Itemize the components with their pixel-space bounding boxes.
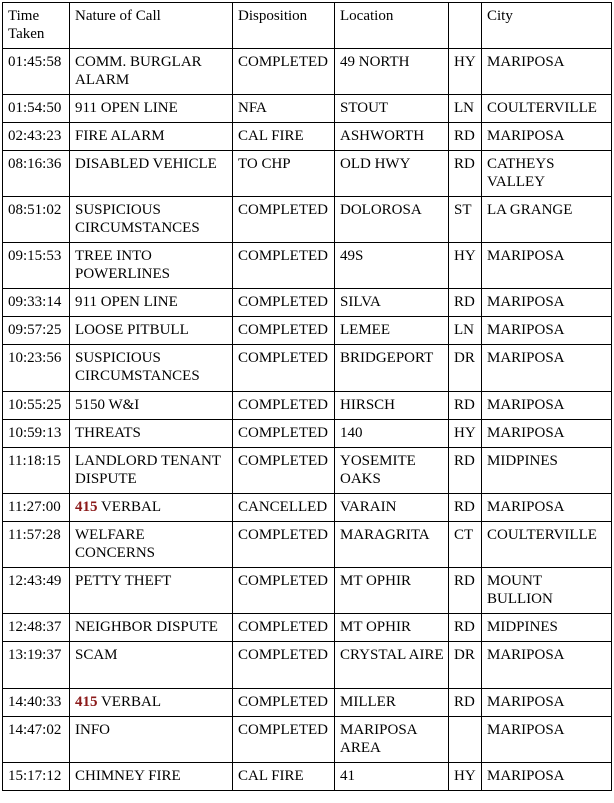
cell-suffix: HY bbox=[449, 243, 482, 289]
cell-suffix: HY bbox=[449, 763, 482, 791]
cell-location: MARIPOSA AREA bbox=[335, 717, 449, 763]
header-disposition: Disposition bbox=[233, 3, 335, 49]
cell-nature bbox=[70, 95, 233, 123]
cell-nature bbox=[70, 763, 233, 791]
cell-nature bbox=[70, 717, 233, 763]
cell-location: CRYSTAL AIRE bbox=[335, 642, 449, 689]
cell-disposition: COMPLETED bbox=[233, 568, 335, 614]
nature-text: LOOSE PITBULL bbox=[75, 322, 189, 338]
cell-city: MARIPOSA bbox=[482, 420, 612, 448]
table-row bbox=[3, 494, 612, 522]
cell-location: MILLER bbox=[335, 689, 449, 717]
nature-text: LANDLORD TENANT DISPUTE bbox=[75, 453, 221, 487]
table-row bbox=[3, 522, 612, 568]
nature-text: COMM. BURGLAR ALARM bbox=[75, 54, 202, 88]
cell-suffix: ST bbox=[449, 197, 482, 243]
cell-location: OLD HWY bbox=[335, 151, 449, 197]
cell-time: 14:40:33 bbox=[3, 689, 70, 717]
nature-text: VERBAL bbox=[97, 694, 161, 710]
cell-city: CATHEYS VALLEY bbox=[482, 151, 612, 197]
cell-city: MOUNT BULLION bbox=[482, 568, 612, 614]
cell-location: STOUT bbox=[335, 95, 449, 123]
cell-time: 09:15:53 bbox=[3, 243, 70, 289]
cell-time: 12:48:37 bbox=[3, 614, 70, 642]
cell-suffix: CT bbox=[449, 522, 482, 568]
cell-time: 10:23:56 bbox=[3, 345, 70, 392]
cell-location: BRIDGEPORT bbox=[335, 345, 449, 392]
nature-text: INFO bbox=[75, 722, 111, 738]
header-nature-of-call: Nature of Call bbox=[70, 3, 233, 49]
cell-suffix: HY bbox=[449, 420, 482, 448]
call-log-table bbox=[2, 2, 612, 791]
nature-text: 911 OPEN LINE bbox=[75, 294, 178, 310]
nature-text: THREATS bbox=[75, 425, 141, 441]
cell-suffix: RD bbox=[449, 689, 482, 717]
cell-suffix: RD bbox=[449, 568, 482, 614]
header-city: City bbox=[482, 3, 612, 49]
cell-nature bbox=[70, 392, 233, 420]
cell-nature bbox=[70, 420, 233, 448]
nature-text: PETTY THEFT bbox=[75, 573, 172, 589]
nature-text: FIRE ALARM bbox=[75, 128, 165, 144]
table-row bbox=[3, 689, 612, 717]
cell-city: MARIPOSA bbox=[482, 494, 612, 522]
cell-city: MARIPOSA bbox=[482, 642, 612, 689]
table-row bbox=[3, 420, 612, 448]
cell-suffix: RD bbox=[449, 448, 482, 494]
cell-nature bbox=[70, 289, 233, 317]
cell-suffix: RD bbox=[449, 494, 482, 522]
cell-city: LA GRANGE bbox=[482, 197, 612, 243]
cell-time: 11:18:15 bbox=[3, 448, 70, 494]
cell-city: MARIPOSA bbox=[482, 717, 612, 763]
nature-text: SUSPICIOUS CIRCUMSTANCES bbox=[75, 202, 200, 236]
header-row bbox=[3, 3, 612, 49]
cell-location: MARAGRITA bbox=[335, 522, 449, 568]
cell-suffix: LN bbox=[449, 317, 482, 345]
cell-time: 10:55:25 bbox=[3, 392, 70, 420]
table-row bbox=[3, 243, 612, 289]
table-row bbox=[3, 317, 612, 345]
cell-disposition: COMPLETED bbox=[233, 614, 335, 642]
cell-nature bbox=[70, 123, 233, 151]
cell-time: 09:57:25 bbox=[3, 317, 70, 345]
cell-time: 09:33:14 bbox=[3, 289, 70, 317]
table-row bbox=[3, 717, 612, 763]
cell-nature bbox=[70, 317, 233, 345]
cell-disposition: COMPLETED bbox=[233, 243, 335, 289]
cell-nature bbox=[70, 243, 233, 289]
cell-time: 12:43:49 bbox=[3, 568, 70, 614]
cell-nature bbox=[70, 197, 233, 243]
cell-location: DOLOROSA bbox=[335, 197, 449, 243]
cell-disposition: CANCELLED bbox=[233, 494, 335, 522]
table-row bbox=[3, 568, 612, 614]
cell-location: 41 bbox=[335, 763, 449, 791]
cell-suffix: RD bbox=[449, 123, 482, 151]
nature-text: DISABLED VEHICLE bbox=[75, 156, 217, 172]
cell-disposition: COMPLETED bbox=[233, 317, 335, 345]
header-time-taken: Time Taken bbox=[3, 3, 70, 49]
cell-location: SILVA bbox=[335, 289, 449, 317]
cell-city: MARIPOSA bbox=[482, 123, 612, 151]
cell-nature bbox=[70, 494, 233, 522]
table-row bbox=[3, 448, 612, 494]
cell-time: 02:43:23 bbox=[3, 123, 70, 151]
cell-location: 49S bbox=[335, 243, 449, 289]
nature-code: 415 bbox=[75, 694, 98, 710]
cell-time: 08:51:02 bbox=[3, 197, 70, 243]
cell-disposition: COMPLETED bbox=[233, 642, 335, 689]
cell-suffix: RD bbox=[449, 151, 482, 197]
cell-disposition: COMPLETED bbox=[233, 717, 335, 763]
cell-city: MARIPOSA bbox=[482, 243, 612, 289]
cell-disposition: COMPLETED bbox=[233, 345, 335, 392]
cell-city: MARIPOSA bbox=[482, 317, 612, 345]
cell-location: 49 NORTH bbox=[335, 49, 449, 95]
table-row bbox=[3, 289, 612, 317]
cell-disposition: CAL FIRE bbox=[233, 123, 335, 151]
cell-location: HIRSCH bbox=[335, 392, 449, 420]
cell-nature bbox=[70, 642, 233, 689]
cell-disposition: COMPLETED bbox=[233, 289, 335, 317]
cell-location: LEMEE bbox=[335, 317, 449, 345]
nature-text: 911 OPEN LINE bbox=[75, 100, 178, 116]
nature-text: NEIGHBOR DISPUTE bbox=[75, 619, 218, 635]
cell-disposition: COMPLETED bbox=[233, 49, 335, 95]
cell-location: MT OPHIR bbox=[335, 568, 449, 614]
cell-time: 14:47:02 bbox=[3, 717, 70, 763]
table-row bbox=[3, 123, 612, 151]
cell-location: ASHWORTH bbox=[335, 123, 449, 151]
cell-suffix: RD bbox=[449, 289, 482, 317]
nature-text: SCAM bbox=[75, 647, 118, 663]
cell-city: COULTERVILLE bbox=[482, 522, 612, 568]
cell-disposition: CAL FIRE bbox=[233, 763, 335, 791]
cell-suffix: HY bbox=[449, 49, 482, 95]
cell-nature bbox=[70, 689, 233, 717]
cell-city: MARIPOSA bbox=[482, 689, 612, 717]
cell-nature bbox=[70, 614, 233, 642]
cell-location: VARAIN bbox=[335, 494, 449, 522]
cell-time: 15:17:12 bbox=[3, 763, 70, 791]
cell-disposition: COMPLETED bbox=[233, 392, 335, 420]
cell-city: MARIPOSA bbox=[482, 392, 612, 420]
cell-city: MIDPINES bbox=[482, 614, 612, 642]
table-row bbox=[3, 49, 612, 95]
table-row bbox=[3, 95, 612, 123]
nature-text: SUSPICIOUS CIRCUMSTANCES bbox=[75, 350, 200, 384]
table-row bbox=[3, 642, 612, 689]
cell-suffix: RD bbox=[449, 392, 482, 420]
cell-city: MARIPOSA bbox=[482, 345, 612, 392]
cell-nature bbox=[70, 522, 233, 568]
cell-location: MT OPHIR bbox=[335, 614, 449, 642]
cell-disposition: COMPLETED bbox=[233, 448, 335, 494]
cell-city: MARIPOSA bbox=[482, 289, 612, 317]
cell-disposition: COMPLETED bbox=[233, 522, 335, 568]
table-row bbox=[3, 151, 612, 197]
cell-disposition: COMPLETED bbox=[233, 689, 335, 717]
nature-text: VERBAL bbox=[97, 499, 161, 515]
cell-time: 01:54:50 bbox=[3, 95, 70, 123]
cell-suffix: DR bbox=[449, 642, 482, 689]
header-location: Location bbox=[335, 3, 449, 49]
nature-code: 415 bbox=[75, 499, 98, 515]
cell-nature bbox=[70, 345, 233, 392]
table-row bbox=[3, 345, 612, 392]
cell-disposition: TO CHP bbox=[233, 151, 335, 197]
cell-nature bbox=[70, 568, 233, 614]
cell-nature bbox=[70, 448, 233, 494]
cell-disposition: COMPLETED bbox=[233, 197, 335, 243]
cell-time: 08:16:36 bbox=[3, 151, 70, 197]
table-row bbox=[3, 614, 612, 642]
cell-city: MIDPINES bbox=[482, 448, 612, 494]
cell-time: 01:45:58 bbox=[3, 49, 70, 95]
header-suffix bbox=[449, 3, 482, 49]
table-row bbox=[3, 392, 612, 420]
nature-text: WELFARE CONCERNS bbox=[75, 527, 156, 561]
cell-time: 10:59:13 bbox=[3, 420, 70, 448]
table-row bbox=[3, 197, 612, 243]
cell-location: 140 bbox=[335, 420, 449, 448]
nature-text: CHIMNEY FIRE bbox=[75, 768, 181, 784]
cell-time: 11:57:28 bbox=[3, 522, 70, 568]
cell-disposition: NFA bbox=[233, 95, 335, 123]
cell-nature bbox=[70, 49, 233, 95]
cell-city: COULTERVILLE bbox=[482, 95, 612, 123]
cell-time: 11:27:00 bbox=[3, 494, 70, 522]
cell-disposition: COMPLETED bbox=[233, 420, 335, 448]
nature-text: TREE INTO POWERLINES bbox=[75, 248, 170, 282]
cell-location: YOSEMITE OAKS bbox=[335, 448, 449, 494]
cell-suffix: LN bbox=[449, 95, 482, 123]
nature-text: 5150 W&I bbox=[75, 397, 140, 413]
cell-city: MARIPOSA bbox=[482, 763, 612, 791]
table-row bbox=[3, 763, 612, 791]
cell-nature bbox=[70, 151, 233, 197]
cell-suffix: RD bbox=[449, 614, 482, 642]
cell-suffix bbox=[449, 717, 482, 763]
cell-time: 13:19:37 bbox=[3, 642, 70, 689]
cell-city: MARIPOSA bbox=[482, 49, 612, 95]
cell-suffix: DR bbox=[449, 345, 482, 392]
